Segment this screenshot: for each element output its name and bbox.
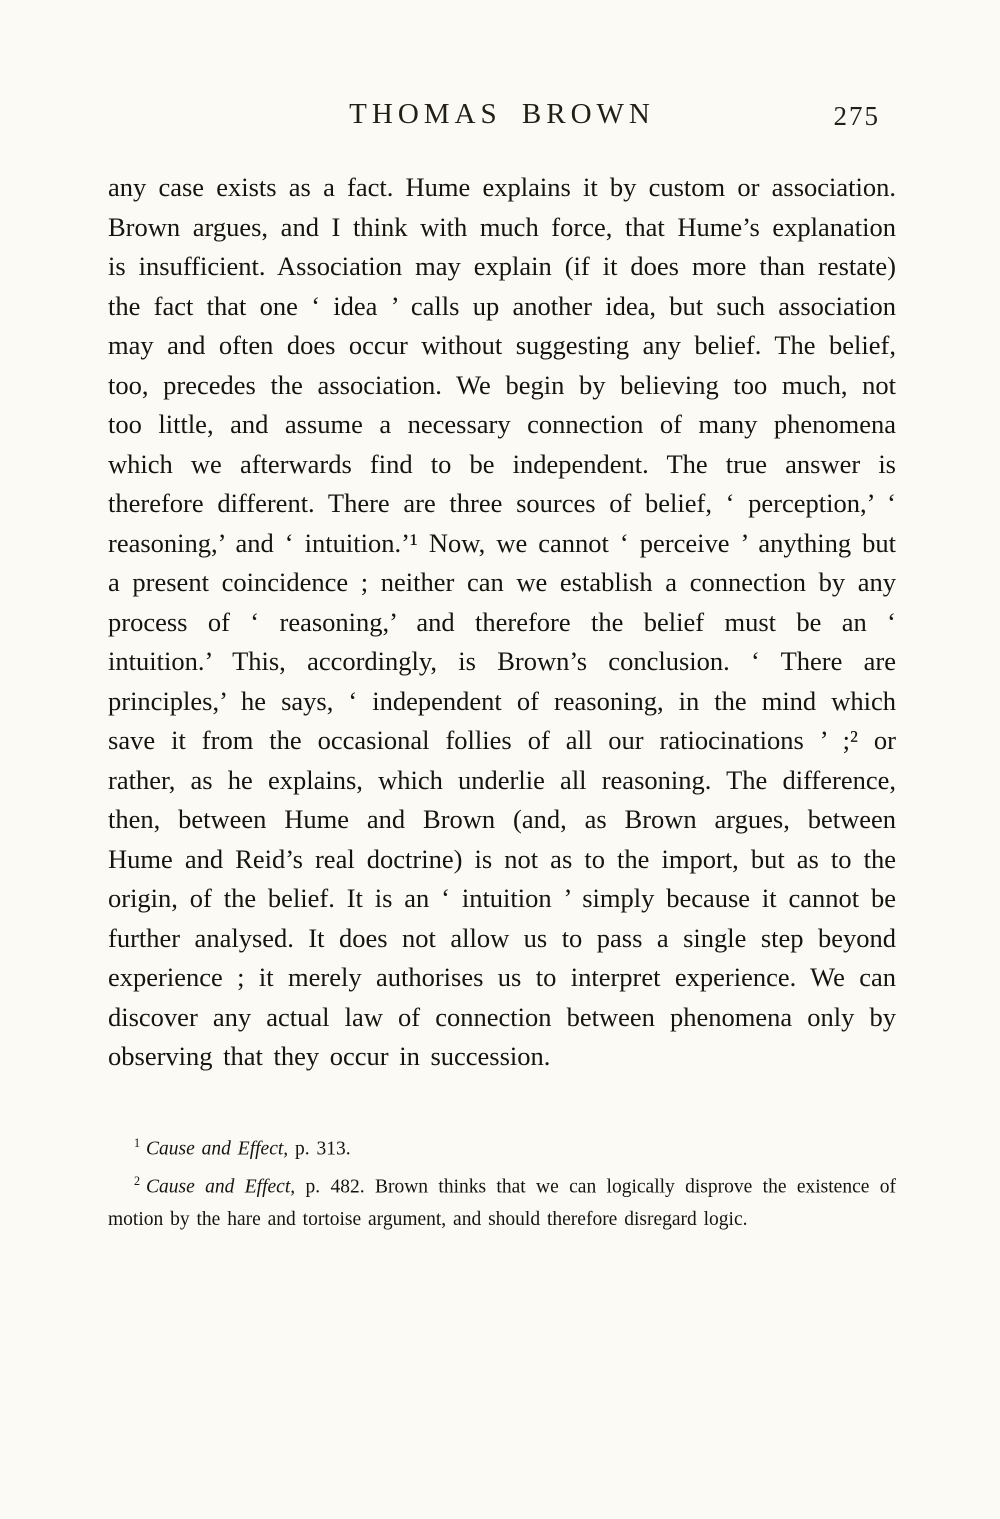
running-head-title: THOMAS BROWN <box>349 98 655 130</box>
page-number: 275 <box>833 101 880 131</box>
footnote-1-title: Cause and Effect, <box>146 1138 289 1159</box>
body-paragraph: any case exists as a fact. Hume explains it by custom or association. Brown argues, and I think with much force, that Hume’s explanation is insufficient. Association may explain (if it does more than restate) the fact that one ‘ idea ’ calls up another idea, but such association may and often does occur without suggesting any belief. The belief, too, precedes the association. We begin by believing too much, not too little, and assume a necessary connection of many phenomena which we afterwards find to be independent. The true answer is therefore different. There are three sources of belief, ‘ perception,’ ‘ reasoning,’ and ‘ intuition.’¹ Now, we cannot ‘ perceive ’ anything but a present coincidence ; neither can we establish a connection by any process of ‘ reasoning,’ and therefore the belief must be an ‘ intuition.’ This, accordingly, is Brown’s conclusion. ‘ There are principles,’ he says, ‘ independent of reasoning, in the mind which save it from the occasional follies of all our ratiocinations ’ ;² or rather, as he explains, which underlie all reasoning. The difference, then, between Hume and Brown (and, as Brown argues, between Hume and Reid’s real doctrine) is not as to the import, but as to the origin, of the belief. It is an ‘ intuition ’ simply because it cannot be further analysed. It does not allow us to pass a single step beyond experience ; it merely authorises us to interpret experience. We can discover any actual law of connection between phenomena only by observing that they occur in succession. <box>108 172 896 1071</box>
footnote-1-marker: 1 <box>134 1135 141 1150</box>
footnotes-section <box>108 1127 896 1236</box>
footnote-2 <box>108 1165 896 1236</box>
footnote-2-marker: 2 <box>134 1174 141 1188</box>
page-header <box>108 98 896 142</box>
footnote-1 <box>108 1127 896 1166</box>
page-body <box>108 168 896 1077</box>
footnote-1-text: p. 313. <box>288 1138 351 1159</box>
footnote-2-title: Cause and Effect, <box>146 1176 296 1198</box>
footnote-2-text: p. 482. Brown thinks that we can logically disprove the existence of motion by the hare and tortoise argument, and should therefore disregard logic. <box>108 1176 896 1230</box>
